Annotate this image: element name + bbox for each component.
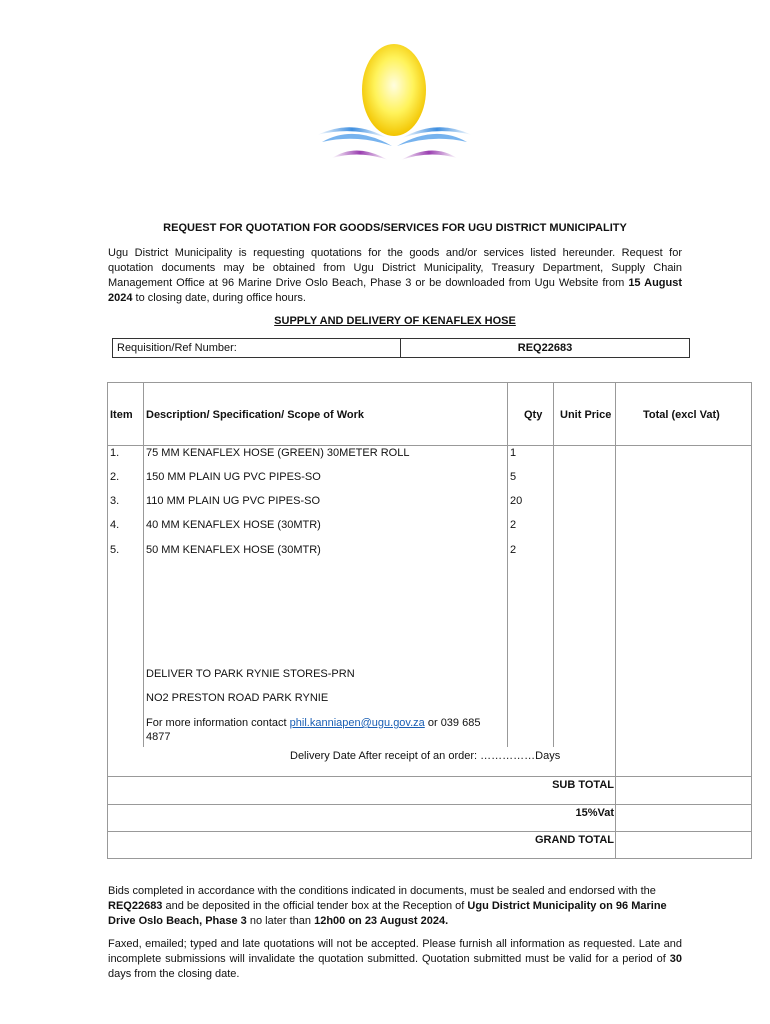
row-1-item: 1. [110, 447, 120, 459]
intro-paragraph: Ugu District Municipality is requesting quotations for the goods and/or services listed hereunder. Request for quotation documents may be obtained from Ugu District Municipality, Treasury Department, Supply Chain Management Office at 96 Marine Drive Oslo Beach, Phase 3 or be downloaded from Ugu Website from 15 August 2024 to closing date, during office hours. [108, 247, 683, 304]
row-5-description: 50 MM KENAFLEX HOSE (30MTR) [146, 544, 321, 556]
wave-right-purple [401, 150, 457, 160]
header-total: Total (excl Vat) [643, 409, 720, 421]
row-1-description: 75 MM KENAFLEX HOSE (GREEN) 30METER ROLL [146, 447, 410, 459]
row-2-description: 150 MM PLAIN UG PVC PIPES-SO [146, 471, 321, 483]
delivery-address-line-2: NO2 PRESTON ROAD PARK RYNIE [146, 692, 329, 704]
sun-shape [362, 44, 426, 136]
row-5-item: 5. [110, 544, 120, 556]
requisition-number: REQ22683 [517, 342, 573, 354]
submission-instructions: Bids completed in accordance with the conditions indicated in documents, must be sealed and endorsed with the REQ22683 and be deposited in the official tender box at the Reception of Ugu District Municipality on 96 Marine Drive Oslo Beach, Phase 3 no later than 12h00 on 23 August 2024. [108, 885, 667, 927]
row-3-item: 3. [110, 495, 120, 507]
row-2-item: 2. [110, 471, 120, 483]
row-3-qty: 20 [510, 495, 523, 507]
requisition-box [112, 338, 690, 358]
contact-email-link[interactable]: phil.kanniapen@ugu.gov.za [289, 717, 425, 729]
quotation-table [107, 382, 752, 859]
header-qty: Qty [524, 409, 543, 421]
sub-total-label: SUB TOTAL [552, 779, 614, 791]
contact-info: For more information contact phil.kanniapen@ugu.gov.za or 039 685 4877 [146, 717, 481, 743]
intro-date: 15 August 2024 [108, 277, 683, 304]
grand-total-label: GRAND TOTAL [534, 834, 614, 846]
ugu-logo [312, 40, 477, 175]
header-description: Description/ Specification/ Scope of Work [146, 409, 365, 421]
row-4-item: 4. [110, 519, 120, 531]
delivery-address-line-1: DELIVER TO PARK RYNIE STORES-PRN [146, 668, 355, 680]
vat-label: 15%Vat [575, 807, 614, 819]
row-4-qty: 2 [510, 519, 517, 531]
page-subtitle: SUPPLY AND DELIVERY OF KENAFLEX HOSE [274, 315, 516, 327]
header-unit-price: Unit Price [560, 409, 612, 421]
row-3-description: 110 MM PLAIN UG PVC PIPES-SO [146, 495, 321, 507]
submission-conditions: Faxed, emailed; typed and late quotations will not be accepted. Please furnish all information as requested. Late and incomplete submissions will invalidate the quotation submitted. Quotation submitted must be valid for a period of 30 days from the closing date. [108, 938, 682, 980]
row-1-qty: 1 [510, 447, 517, 459]
row-5-qty: 2 [510, 544, 517, 556]
row-4-description: 40 MM KENAFLEX HOSE (30MTR) [146, 519, 321, 531]
page-title: REQUEST FOR QUOTATION FOR GOODS/SERVICES FOR UGU DISTRICT MUNICIPALITY [163, 222, 627, 234]
wave-left-purple [332, 150, 388, 160]
row-2-qty: 5 [510, 471, 517, 483]
requisition-label: Requisition/Ref Number: [113, 339, 401, 357]
header-item: Item [110, 409, 133, 421]
delivery-date: Delivery Date After receipt of an order: ……………Days [290, 750, 561, 762]
